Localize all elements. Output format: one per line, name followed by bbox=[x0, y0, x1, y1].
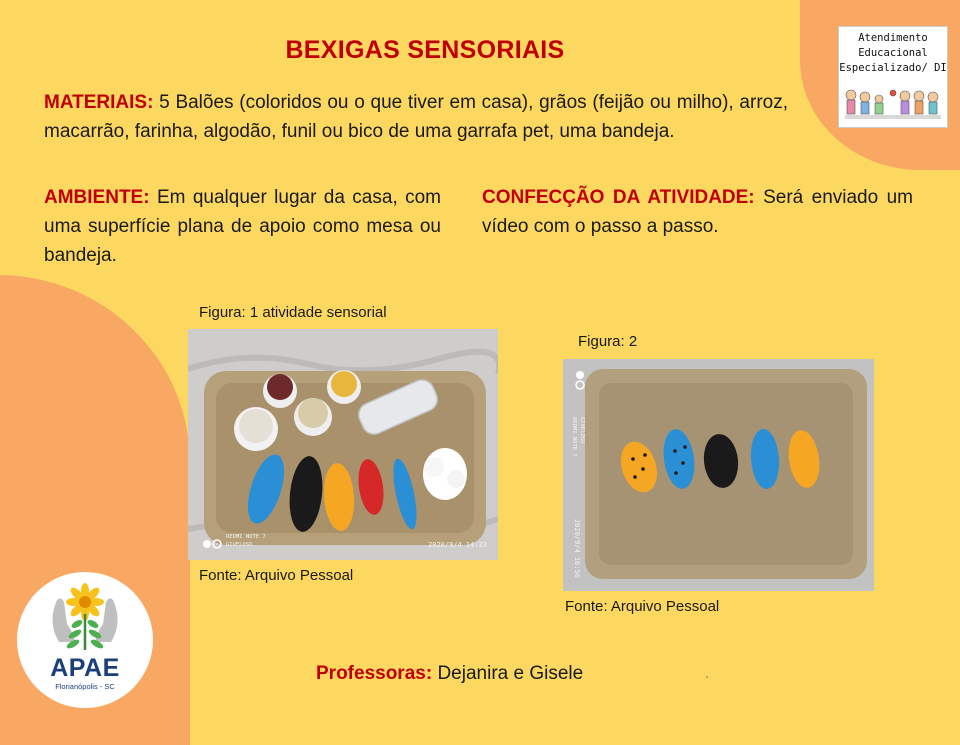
figura2-stamp-device: REDMI NOTE 7 bbox=[571, 417, 577, 457]
figura2-stamp-user: GIVELOSO bbox=[579, 417, 585, 444]
stray-dot bbox=[706, 676, 708, 678]
confeccao-text: Será enviado um vídeo com o passo a passo. bbox=[482, 187, 914, 237]
tray-balloons-materials-image bbox=[188, 329, 498, 560]
page-title: BEXIGAS SENSORIAIS bbox=[285, 36, 565, 64]
figura2-caption: Figura: 2 bbox=[578, 333, 638, 350]
ambiente-label: AMBIENTE: bbox=[44, 187, 150, 208]
figura1-stamp-user: GIVELOSO bbox=[226, 542, 253, 548]
figura2-stamp-date: 2020/9/4 16:56 bbox=[573, 519, 581, 579]
materiais-text: 5 Balões (coloridos ou o que tiver em casa), grãos (feijão ou milho), arroz, macarrão, farinha, algodão, funil ou bico de uma garrafa pet, uma bandeja. bbox=[44, 92, 788, 142]
materiais-label: MATERIAIS: bbox=[44, 92, 154, 113]
confeccao-paragraph bbox=[482, 183, 913, 241]
tray-five-balloons-image bbox=[563, 359, 874, 591]
confeccao-label: CONFECÇÃO DA ATIVIDADE: bbox=[482, 187, 755, 208]
figura2-source: Fonte: Arquivo Pessoal bbox=[565, 598, 720, 615]
ambiente-paragraph bbox=[44, 183, 441, 270]
aee-logo-text bbox=[839, 31, 947, 76]
ambiente-text: Em qualquer lugar da casa, com uma superfície plana de apoio como mesa ou bandeja. bbox=[44, 187, 441, 266]
aee-logo-line3: Especializado/ DI bbox=[839, 62, 947, 74]
footer-label: Professoras: bbox=[316, 663, 433, 684]
figura1-photo bbox=[188, 329, 498, 560]
aee-logo-line2: Educacional bbox=[858, 47, 928, 59]
materiais-paragraph bbox=[44, 88, 788, 146]
children-illustration-icon bbox=[843, 85, 943, 125]
figura1-stamp-device: REDMI NOTE 7 bbox=[226, 534, 266, 540]
figura2-photo bbox=[563, 359, 874, 591]
aee-logo-line1: Atendimento bbox=[858, 32, 928, 44]
aee-logo bbox=[838, 26, 948, 128]
footer-teachers bbox=[316, 663, 583, 685]
figura1-caption: Figura: 1 atividade sensorial bbox=[199, 304, 387, 321]
apae-city: Florianópolis - SC bbox=[55, 682, 115, 691]
footer-names: Dejanira e Gisele bbox=[437, 663, 584, 684]
figura1-stamp-date: 2020/9/4 14:23 bbox=[428, 541, 488, 549]
apae-name: APAE bbox=[50, 654, 120, 682]
figura1-source: Fonte: Arquivo Pessoal bbox=[199, 567, 354, 584]
apae-logo bbox=[17, 572, 153, 708]
